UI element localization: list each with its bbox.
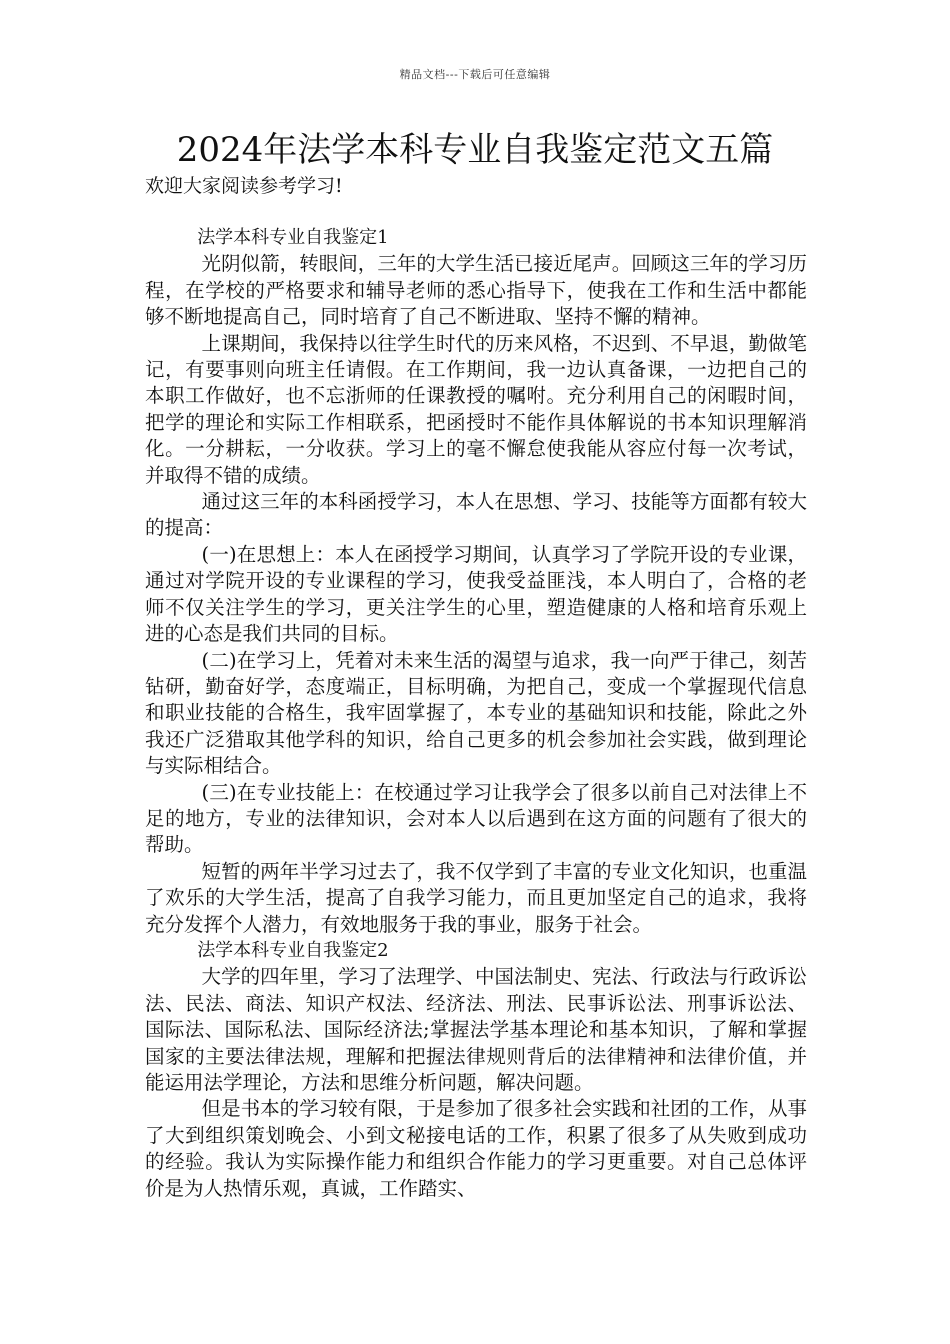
paragraph: 大学的四年里，学习了法理学、中国法制史、宪法、行政法与行政诉讼法、民法、商法、知识产权法、经济法、刑法、民事诉讼法、刑事诉讼法、国际法、国际私法、国际经济法;掌握法学基本理论和基本知识，了解和掌握国家的主要法律法规，理解和把握法律规则背后的法律精神和法律价值，并能运用法学理论，方法和思维分析问题，解决问题。 (145, 965, 807, 1094)
paragraph: (一)在思想上：本人在函授学习期间，认真学习了学院开设的专业课，通过对学院开设的专业课程的学习，使我受益匪浅，本人明白了，合格的老师不仅关注学生的学习，更关注学生的心里，塑造健康的人格和培育乐观上进的心态是我们共同的目标。 (145, 542, 807, 646)
paragraph: 光阴似箭，转眼间，三年的大学生活已接近尾声。回顾这三年的学习历程，在学校的严格要求和辅导老师的悉心指导下，使我在工作和生活中都能够不断地提高自己，同时培育了自己不断进取、坚持不懈的精神。 (145, 252, 807, 329)
paragraph: (二)在学习上，凭着对未来生活的渴望与追求，我一向严于律己，刻苦钻研，勤奋好学，态度端正，目标明确，为把自己，变成一个掌握现代信息和职业技能的合格生，我牢固掌握了，本专业的基础知识和技能，除此之外我还广泛猎取其他学科的知识，给自己更多的机会参加社会实践，做到理论与实际相结合。 (145, 648, 807, 778)
intro-text: 欢迎大家阅读参考学习! (145, 175, 343, 197)
paragraph: 但是书本的学习较有限，于是参加了很多社会实践和社团的工作，从事了大到组织策划晚会、小到文秘接电话的工作，积累了很多了从失败到成功的经验。我认为实际操作能力和组织合作能力的学习更重要。对自己总体评价是为人热情乐观，真诚，工作踏实、 (145, 1097, 807, 1200)
paragraph: 通过这三年的本科函授学习，本人在思想、学习、技能等方面都有较大的提高： (145, 490, 807, 540)
paragraph: 短暂的两年半学习过去了，我不仅学到了丰富的专业文化知识，也重温了欢乐的大学生活，提高了自我学习能力，而且更加坚定自己的追求，我将充分发挥个人潜力，有效地服务于我的事业，服务于社会。 (145, 859, 807, 936)
paragraph: 上课期间，我保持以往学生时代的历来风格，不迟到、不早退，勤做笔记，有要事则向班主任请假。在工作期间，我一边认真备课，一边把自己的本职工作做好，也不忘浙师的任课教授的嘱咐。充分利用自己的闲暇时间，把学的理论和实际工作相联系，把函授时不能作具体解说的书本知识理解消化。一分耕耘，一分收获。学习上的毫不懈怠使我能从容应付每一次考试，并取得不错的成绩。 (145, 331, 807, 487)
paragraph: (三)在专业技能上：在校通过学习让我学会了很多以前自己对法律上不足的地方，专业的法律知识，会对本人以后遇到在这方面的问题有了很大的帮助。 (145, 780, 807, 857)
section-heading: 法学本科专业自我鉴定2 (197, 939, 389, 961)
document-body (145, 225, 807, 1202)
header-note: 精品文档---下载后可任意编辑 (399, 68, 551, 81)
section-heading: 法学本科专业自我鉴定1 (197, 227, 389, 248)
page-title: 2024年法学本科专业自我鉴定范文五篇 (176, 130, 774, 170)
